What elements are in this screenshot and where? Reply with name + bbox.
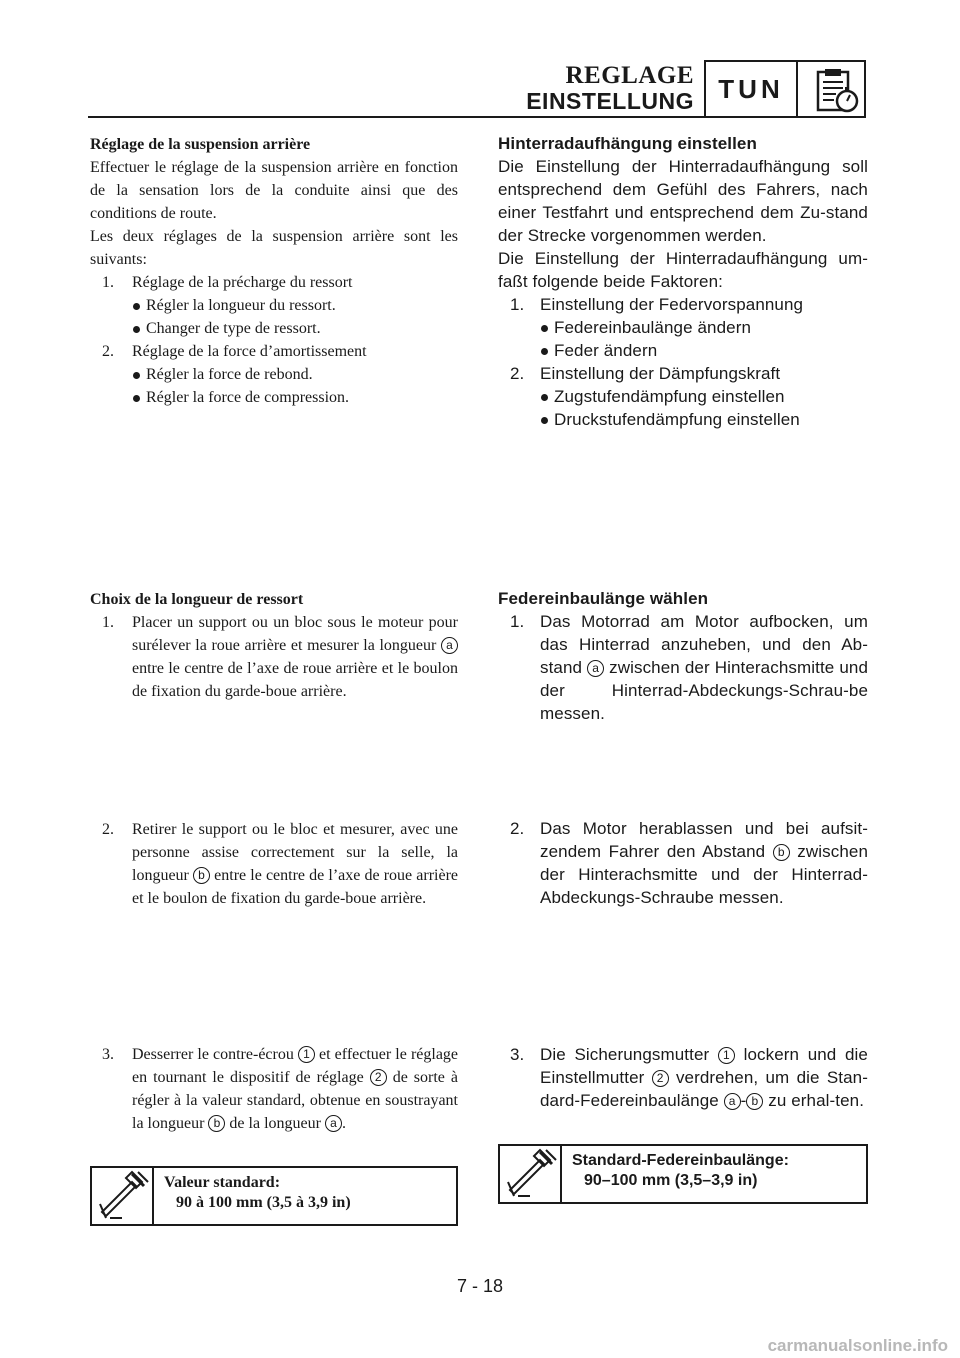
fr-step-2-block bbox=[90, 818, 458, 910]
de-step-3-block bbox=[498, 1043, 868, 1112]
de-spec-value: 90–100 mm (3,5–3,9 in) bbox=[584, 1172, 758, 1189]
mark-a: a bbox=[587, 660, 604, 677]
de-spec-label: Standard-Federeinbaulänge: bbox=[572, 1152, 789, 1169]
header-title-de: EINSTELLUNG bbox=[526, 88, 694, 114]
fr-step-3-block bbox=[90, 1043, 458, 1135]
mark-a: a bbox=[325, 1115, 342, 1132]
de-paragraph: Die Einstellung der Hinterradaufhängung soll entsprechend dem Gefühl des Fahrers, nach einer Testfahrt und entsprechend dem Zu-stand der Strecke vorgenommen werden. bbox=[498, 157, 868, 245]
de-list-item: 1. Einstellung der Federvorspannung bbox=[510, 295, 804, 314]
de-section-title: Hinterradaufhängung einstellen bbox=[498, 134, 757, 153]
fr-list-item: 2. Réglage de la force d’amortissement bbox=[102, 343, 367, 360]
section-tab-divider bbox=[796, 62, 798, 116]
caliper-icon bbox=[92, 1168, 154, 1224]
fr-bullet-item: Régler la force de rebond. bbox=[90, 363, 458, 386]
caliper-icon bbox=[500, 1146, 562, 1202]
fr-step-3: 3. Desserrer le contre-écrou 1 et effectuer le réglage en tournant le dispositif de réglage 2 de sorte à régler à la valeur standard, obtenue en soustrayant la longueur b de la longueur a . bbox=[102, 1046, 459, 1132]
mark-b: b bbox=[193, 867, 210, 884]
mark-b: b bbox=[208, 1115, 225, 1132]
fr-list-item: 1. Réglage de la précharge du ressort bbox=[102, 274, 353, 291]
mark-2: 2 bbox=[652, 1070, 669, 1087]
fr-rear-suspension-section bbox=[90, 133, 458, 409]
de-step-2-block bbox=[498, 817, 868, 909]
page-number: 7 - 18 bbox=[456, 1276, 504, 1296]
mark-2: 2 bbox=[370, 1069, 387, 1086]
fr-spring-length-section bbox=[90, 588, 458, 703]
de-rear-suspension-section bbox=[498, 132, 868, 431]
mark-1: 1 bbox=[298, 1046, 315, 1063]
fr-spec-box bbox=[90, 1166, 458, 1226]
mark-b: b bbox=[746, 1093, 763, 1110]
fr-step-2: 2. Retirer le support ou le bloc et mesurer, avec une personne assise correctement sur la selle, la longueur b entre le centre de l’axe de roue arrière et le boulon de fixation du garde-boue arrière. bbox=[102, 821, 459, 907]
de-step-1: 1. Das Motorrad am Motor aufbocken, um das Hinterrad anzuheben, und den Ab-stand a zwischen der Hinterachsmitte und der Hinterrad-Abdeckungs-Schrau-be messen. bbox=[510, 612, 868, 723]
header-title-fr: REGLAGE bbox=[565, 62, 694, 89]
clipboard-stopwatch-icon bbox=[812, 66, 862, 114]
de-spec-text bbox=[572, 1151, 860, 1191]
de-section-title: Federeinbaulänge wählen bbox=[498, 589, 709, 608]
de-list-item: 2. Einstellung der Dämpfungskraft bbox=[510, 364, 781, 383]
fr-section-title: Choix de la longueur de ressort bbox=[90, 591, 304, 608]
fr-paragraph: Les deux réglages de la suspension arrière sont les suivants: bbox=[90, 228, 458, 268]
de-spring-length-section bbox=[498, 587, 868, 725]
fr-spec-value: 90 à 100 mm (3,5 à 3,9 in) bbox=[176, 1194, 351, 1211]
fr-paragraph: Effectuer le réglage de la suspension arrière en fonction de la sensation lors de la conduite ainsi que des conditions de route. bbox=[90, 159, 458, 222]
fr-spec-label: Valeur standard: bbox=[164, 1174, 281, 1191]
fr-spec-text bbox=[164, 1173, 450, 1213]
header-rule bbox=[88, 116, 704, 118]
de-bullet-item: Federeinbaulänge ändern bbox=[498, 316, 868, 339]
de-step-3: 3. Die Sicherungsmutter 1 lockern und die Einstellmutter 2 verdrehen, um die Stan-dard-Federeinbaulänge a - b zu erhal-ten. bbox=[510, 1045, 868, 1110]
de-bullet-item: Feder ändern bbox=[498, 339, 868, 362]
de-bullet-item: Zugstufendämpfung einstellen bbox=[498, 385, 868, 408]
de-spec-box bbox=[498, 1144, 868, 1204]
mark-a: a bbox=[441, 637, 458, 654]
watermark: carmanualsonline.info bbox=[767, 1336, 948, 1355]
de-step-2: 2. Das Motor herablassen und bei aufsit-zendem Fahrer den Abstand b zwischen der Hinterachsmitte und der Hinterrad-Abdeckungs-Schraube messen. bbox=[510, 819, 868, 907]
fr-bullet-item: Changer de type de ressort. bbox=[90, 317, 458, 340]
section-tab-label: TUN bbox=[718, 74, 784, 104]
de-bullet-item: Druckstufendämpfung einstellen bbox=[498, 408, 868, 431]
section-tab bbox=[704, 60, 866, 118]
mark-1: 1 bbox=[718, 1047, 735, 1064]
de-paragraph: Die Einstellung der Hinterradaufhängung um-faßt folgende beide Faktoren: bbox=[498, 249, 868, 291]
fr-bullet-item: Régler la force de compression. bbox=[90, 386, 458, 409]
mark-b: b bbox=[773, 844, 790, 861]
fr-bullet-item: Régler la longueur du ressort. bbox=[90, 294, 458, 317]
fr-section-title: Réglage de la suspension arrière bbox=[90, 136, 311, 153]
fr-step-1: 1. Placer un support ou un bloc sous le moteur pour surélever la roue arrière et mesurer la longueur a entre le centre de l’axe de roue arrière et le boulon de fixation du garde-boue arrière. bbox=[102, 614, 458, 700]
mark-a: a bbox=[724, 1093, 741, 1110]
